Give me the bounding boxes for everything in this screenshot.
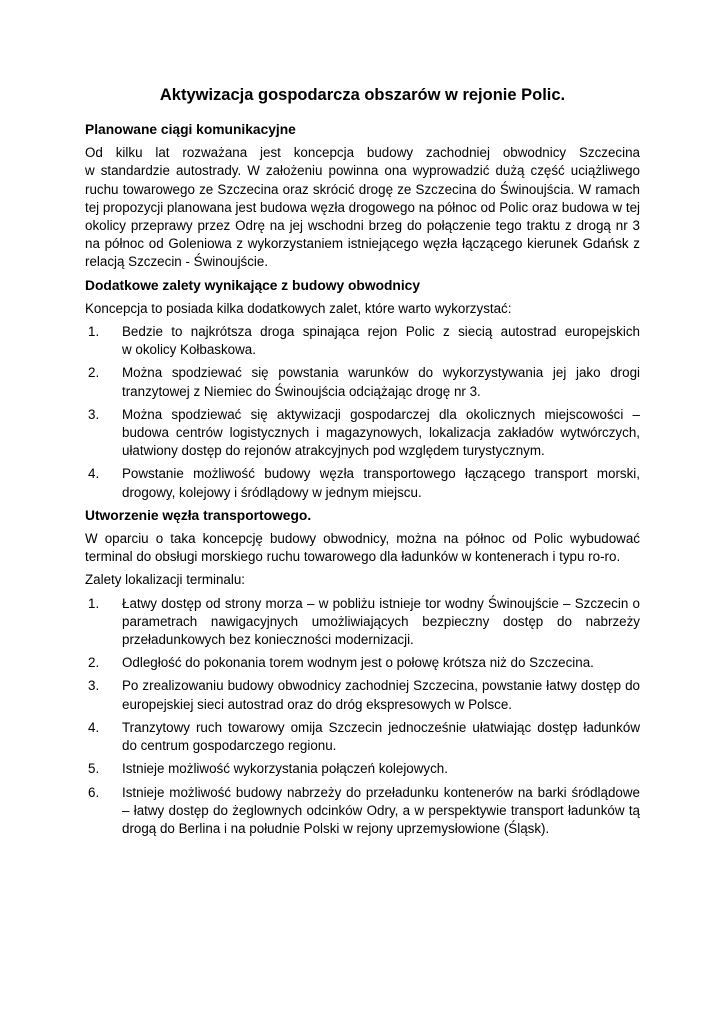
list-item-text: Istnieje możliwość wykorzystania połączeń kolejowych. bbox=[122, 761, 448, 777]
section-heading-planowane-ciagi: Planowane ciągi komunikacyjne bbox=[85, 122, 296, 137]
list-item-text: Łatwy dostęp od strony morza – w pobliżu istnieje tor wodny Świnoujście – Szczecin o parametrach nawigacyjnych umożliwiających bezpieczny dostęp do nabrzeży przeładunkowych bez konieczności modernizacji. bbox=[122, 595, 640, 648]
list-item-number: 1. bbox=[88, 595, 100, 611]
list-item bbox=[85, 760, 640, 778]
list-item-number: 4. bbox=[88, 466, 100, 482]
list-item-text: Można spodziewać się powstania warunków do wykorzystywania jej jako drogi tranzytowej z Niemiec do Świnoujścia odciążając drogę nr 3. bbox=[122, 365, 640, 399]
list-item-text: Istnieje możliwość budowy nabrzeży do przeładunku kontenerów na barki śródlądowe – łatwy dostęp do żeglownych odcinków Odry, a w perspektywie transport ładunków tą drogą do Berlina i na południe Polski w rejony uprzemysłowione (Śląsk). bbox=[122, 784, 640, 836]
section-heading-dodatkowe-zalety: Dodatkowe zalety wynikające z budowy obwodnicy bbox=[85, 277, 421, 293]
list-item bbox=[85, 406, 640, 461]
paragraph-terminal-koncepcja: W oparciu o taka koncepcję budowy obwodnicy, można na północ od Polic wybudować terminal do obsługi morskiego ruchu towarowego dla ładunków w kontenerach i typu ro-ro. bbox=[85, 531, 640, 565]
list-item-text: Tranzytowy ruch towarowy omija Szczecin jednocześnie ułatwiając dostęp ładunków do centrum gospodarczego regionu. bbox=[122, 719, 640, 754]
list-item-number: 4. bbox=[88, 719, 100, 735]
list-item bbox=[85, 364, 640, 400]
list-item-number: 6. bbox=[88, 784, 100, 800]
section-heading-utworzenie-wezla: Utworzenie węzła transportowego. bbox=[85, 507, 312, 523]
advantages-list bbox=[85, 323, 640, 502]
list-item bbox=[85, 677, 640, 713]
list-item-text: Po zrealizowaniu budowy obwodnicy zachodniej Szczecina, powstanie łatwy dostęp do europejskiej sieci autostrad oraz do dróg ekspresowych w Polsce. bbox=[122, 678, 640, 712]
paragraph-obwodnica-koncepcja: Od kilku lat rozważana jest koncepcja budowy zachodniej obwodnicy Szczecina w standardzie autostrady. W założeniu powinna ona wyprowadzić dużą część uciążliwego ruchu towarowego ze Szczecina oraz skrócić drogę ze Szczecina do Świnoujścia. W ramach tej propozycji planowana jest budowa węzła drogowego na północ od Polic oraz budowa w tej okolicy przeprawy przez Odrę na jej wschodni brzeg do połączenie tego traktu z drogą nr 3 na północ od Goleniowa z wykorzystaniem istniejącego węzła łączącego kierunek Gdańsk z relacją Szczecin - Świnoujście. bbox=[85, 145, 640, 270]
list-item bbox=[85, 323, 640, 359]
list-item bbox=[85, 595, 640, 650]
list-item-text: Można spodziewać się aktywizacji gospodarczej dla okolicznych miejscowości – budowa centrów logistycznych i magazynowych, lokalizacja zakładów wytwórczych, ułatwiony dostęp do rejonów atrakcyjnych pod względem turystycznym. bbox=[122, 406, 640, 459]
terminal-advantages-list bbox=[85, 595, 640, 838]
list-item-number: 2. bbox=[88, 365, 100, 381]
list-item-number: 2. bbox=[88, 655, 100, 671]
list-item-number: 3. bbox=[88, 406, 100, 422]
list-item-text: Bedzie to najkrótsza droga spinająca rejon Polic z siecią autostrad europejskich w okolicy Kołbaskowa. bbox=[122, 324, 640, 358]
list-item-number: 5. bbox=[88, 761, 100, 777]
list-item-number: 3. bbox=[88, 678, 100, 694]
list-item bbox=[85, 654, 640, 672]
paragraph-zalety-intro: Koncepcja to posiada kilka dodatkowych zalet, które warto wykorzystać: bbox=[85, 300, 512, 316]
list-item-text: Powstanie możliwość budowy węzła transportowego łączącego transport morski, drogowy, kolejowy i śródlądowy w jednym miejscu. bbox=[122, 466, 640, 500]
paragraph-zalety-terminalu-intro: Zalety lokalizacji terminalu: bbox=[85, 572, 246, 588]
list-item-number: 1. bbox=[88, 324, 100, 340]
list-item-text: Odległość do pokonania torem wodnym jest o połowę krótsza niż do Szczecina. bbox=[122, 655, 594, 671]
list-item bbox=[85, 719, 640, 755]
list-item bbox=[85, 465, 640, 501]
document-title: Aktywizacja gospodarcza obszarów w rejonie Polic. bbox=[159, 86, 566, 104]
list-item bbox=[85, 784, 640, 839]
